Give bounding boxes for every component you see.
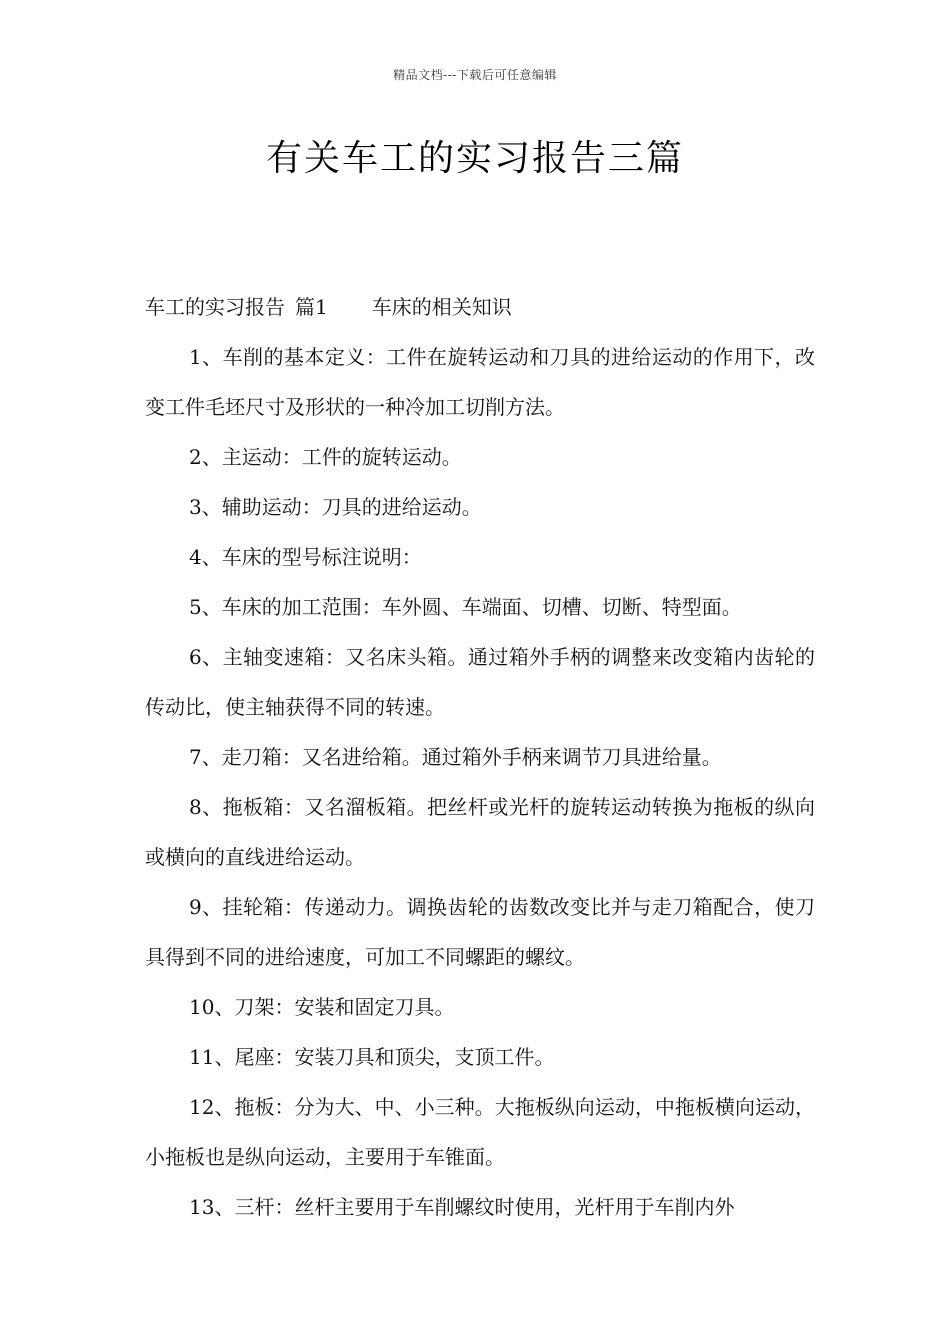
paragraph-6: 6、主轴变速箱：又名床头箱。通过箱外手柄的调整来改变箱内齿轮的传动比，使主轴获得不同的转速。 <box>145 645 815 719</box>
paragraph-1: 1、车削的基本定义：工件在旋转运动和刀具的进给运动的作用下，改变工件毛坯尺寸及形状的一种冷加工切削方法。 <box>145 345 815 419</box>
paragraph-9: 9、挂轮箱：传递动力。调换齿轮的齿数改变比并与走刀箱配合，使刀具得到不同的进给速度，可加工不同螺距的螺纹。 <box>145 895 815 969</box>
paragraph-8: 8、拖板箱：又名溜板箱。把丝杆或光杆的旋转运动转换为拖板的纵向或横向的直线进给运动。 <box>145 795 815 869</box>
paragraph-10: 10、刀架：安装和固定刀具。 <box>189 995 455 1019</box>
paragraph-7: 7、走刀箱：又名进给箱。通过箱外手柄来调节刀具进给量。 <box>189 745 722 769</box>
document-body <box>145 282 815 1232</box>
paragraph-11: 11、尾座：安装刀具和顶尖，支顶工件。 <box>189 1045 555 1069</box>
paragraph-13: 13、三杆：丝杆主要用于车削螺纹时使用，光杆用于车削内外 <box>189 1195 735 1219</box>
section-label: 车工的实习报告 <box>145 295 285 319</box>
paragraph-5: 5、车床的加工范围：车外圆、车端面、切槽、切断、特型面。 <box>189 595 742 619</box>
paragraph-4: 4、车床的型号标注说明： <box>189 545 422 569</box>
document-title: 有关车工的实习报告三篇 <box>265 138 684 179</box>
header-note: 精品文档---下载后可任意编辑 <box>393 68 557 82</box>
paragraph-2: 2、主运动：工件的旋转运动。 <box>189 445 462 469</box>
paragraph-3: 3、辅助运动：刀具的进给运动。 <box>189 495 482 519</box>
section-number: 篇1 <box>295 295 328 319</box>
paragraph-12: 12、拖板：分为大、中、小三种。大拖板纵向运动，中拖板横向运动，小拖板也是纵向运动，主要用于车锥面。 <box>145 1095 815 1169</box>
section-heading <box>145 282 815 332</box>
section-subtitle: 车床的相关知识 <box>371 295 512 319</box>
